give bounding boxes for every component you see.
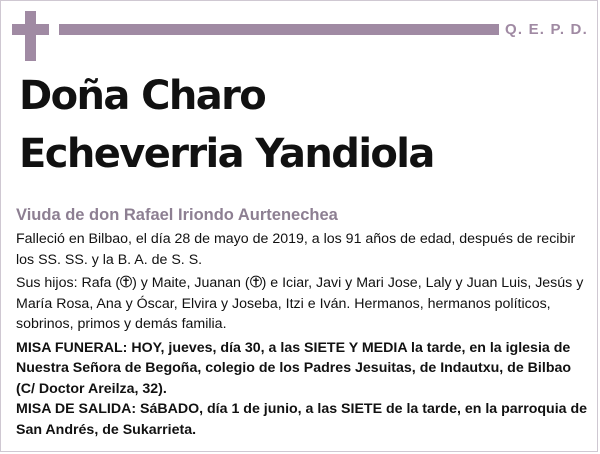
header-divider-bar — [59, 24, 499, 35]
family-text-part3: ) e Iciar, Javi y Mari Jose, Laly y Juan Luis, Jesús y María Rosa, Ana y Óscar, Elvira y Joseba, Itzi e Iván. Hermanos, hermanos políticos, sobrinos, primos y demás familia. — [16, 275, 584, 332]
deceased-name-line1: Doña Charo — [19, 73, 266, 119]
deceased-name-line2: Echeverria Yandiola — [19, 131, 434, 177]
funeral-mass-paragraph: MISA FUNERAL: HOY, jueves, día 30, a las SIETE Y MEDIA la tarde, en la iglesia de Nuestra Señora de Begoña, colegio de los Padres Jesuitas, de Indautxu, de Bilbao (C/ Doctor Areilza, 32). — [16, 339, 572, 397]
qepd-label: Q. E. P. D. — [505, 21, 588, 38]
family-paragraph — [16, 273, 588, 335]
small-cross-icon — [250, 275, 262, 288]
cross-icon — [25, 11, 36, 61]
family-text-part1: Sus hijos: Rafa ( — [16, 275, 121, 291]
widow-of-line: Viuda de don Rafael Iriondo Aurtenechea — [16, 206, 338, 224]
cross-icon-arm — [12, 24, 49, 35]
death-notice-paragraph: Falleció en Bilbao, el día 28 de mayo de 2019, a los 91 años de edad, después de recibir los SS. SS. y la B. A. de S. S. — [16, 231, 576, 268]
deceased-name — [19, 67, 589, 183]
notice-body — [16, 229, 588, 440]
small-cross-icon — [120, 275, 132, 288]
exit-mass-paragraph: MISA DE SALIDA: SáBADO, día 1 de junio, a las SIETE de la tarde, en la parroquia de San Andrés, de Sukarrieta. — [16, 401, 588, 438]
family-text-part2: ) y Maite, Juanan ( — [132, 275, 250, 291]
